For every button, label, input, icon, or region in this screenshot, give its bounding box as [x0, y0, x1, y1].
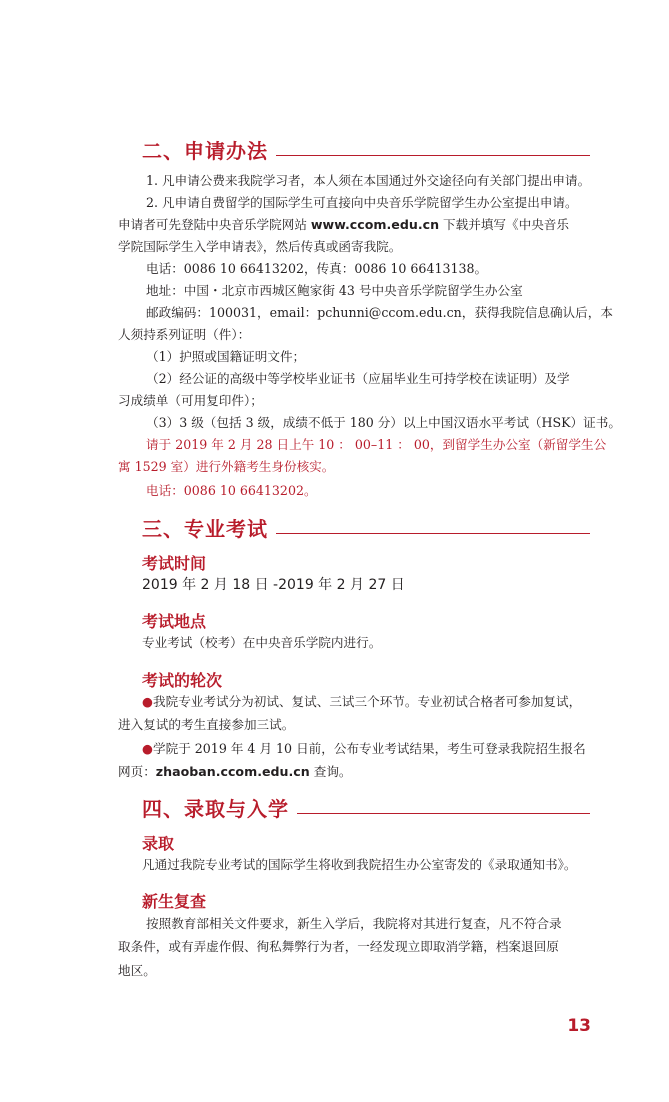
- bullet-icon: ●: [142, 694, 153, 709]
- section-4-header: [142, 792, 590, 822]
- section-3-title: 三、专业考试: [142, 516, 268, 541]
- section-2-rule: [276, 155, 590, 156]
- exam-time-title: 考试时间: [142, 554, 207, 573]
- recheck-line-1: 按照教育部相关文件要求，新生入学后，我院将对其进行复查，凡不符合录: [146, 916, 562, 931]
- s2-item-2-cont: 习成绩单（可用复印件）；: [118, 393, 263, 408]
- s2-address: 地址：中国・北京市西城区鲍家街 43 号中央音乐学院留学生办公室: [146, 283, 523, 298]
- rounds-text-1: 我院专业考试分为初试、复试、三试三个环节。专业初试合格者可参加复试，: [153, 694, 582, 709]
- section-2-header: [142, 134, 590, 164]
- section-2-title: 二、申请办法: [142, 138, 268, 163]
- s2-line-2: 2. 凡申请自费留学的国际学生可直接向中央音乐学院留学生办公室提出申请。: [146, 195, 578, 210]
- page-number: 13: [567, 1016, 591, 1036]
- s2-line-docs: 人须持系列证明（件）：: [118, 327, 251, 342]
- s2-line-1: 1. 凡申请公费来我院学习者，本人须在本国通过外交途径向有关部门提出申请。: [146, 173, 591, 188]
- admission-title: 录取: [142, 834, 175, 853]
- section-3-header: [142, 512, 590, 542]
- s2-item-3: （3）3 级（包括 3 级，成绩不低于 180 分）以上中国汉语水平考试（HSK）证书。: [146, 415, 621, 430]
- s2-line-3-suffix: 下载并填写《中央音乐: [443, 217, 569, 232]
- section-4-rule: [297, 813, 590, 814]
- result-suffix: 查询。: [309, 764, 352, 779]
- section-4-title: 四、录取与入学: [142, 796, 289, 821]
- s2-red-phone: 电话：0086 10 66413202。: [146, 483, 317, 498]
- s2-phone-fax: 电话：0086 10 66413202，传真：0086 10 66413138。: [146, 261, 488, 276]
- admission-value: 凡通过我院专业考试的国际学生将收到我院招生办公室寄发的《录取通知书》。: [142, 857, 577, 872]
- s2-item-1: （1）护照或国籍证明文件；: [146, 349, 306, 364]
- recheck-line-3: 地区。: [118, 963, 156, 978]
- result-line-1: [142, 740, 590, 758]
- s2-postcode-email: 邮政编码：100031，email：pchunni@ccom.edu.cn，获得我院信息确认后，本: [146, 305, 613, 320]
- exam-time-value: 2019 年 2 月 18 日 -2019 年 2 月 27 日: [142, 577, 405, 593]
- s2-red-line-1: 请于 2019 年 2 月 28 日上午 10 ： 00–11 ： 00，到留学生办公室（新留学生公: [146, 437, 607, 452]
- s2-line-3: [118, 216, 590, 234]
- section-3-rule: [276, 533, 590, 534]
- website-link[interactable]: www.ccom.edu.cn: [310, 217, 440, 232]
- s2-item-2: （2）经公证的高级中等学校毕业证书（应届毕业生可持学校在读证明）及学: [146, 371, 570, 386]
- recheck-title: 新生复查: [142, 892, 207, 911]
- rounds-line-2: 进入复试的考生直接参加三试。: [118, 717, 295, 732]
- s2-line-3-prefix: 申请者可先登陆中央音乐学院网站: [118, 217, 307, 232]
- s2-line-4: 学院国际学生入学申请表》，然后传真或函寄我院。: [118, 239, 402, 254]
- zhaoban-link[interactable]: zhaoban.ccom.edu.cn: [155, 764, 310, 779]
- result-line-2: [118, 763, 590, 781]
- result-prefix: 网页：: [118, 764, 156, 779]
- result-text-1: 学院于 2019 年 4 月 10 日前，公布专业考试结果，考生可登录我院招生报名: [153, 741, 586, 756]
- bullet-icon: ●: [142, 741, 153, 756]
- exam-place-value: 专业考试（校考）在中央音乐学院内进行。: [142, 635, 382, 650]
- rounds-line-1: [142, 693, 590, 711]
- exam-rounds-title: 考试的轮次: [142, 671, 223, 690]
- s2-red-line-2: 寓 1529 室）进行外籍考生身份核实。: [118, 459, 335, 474]
- recheck-line-2: 取条件，或有弄虚作假、徇私舞弊行为者，一经发现立即取消学籍，档案退回原: [118, 939, 559, 954]
- exam-place-title: 考试地点: [142, 612, 207, 631]
